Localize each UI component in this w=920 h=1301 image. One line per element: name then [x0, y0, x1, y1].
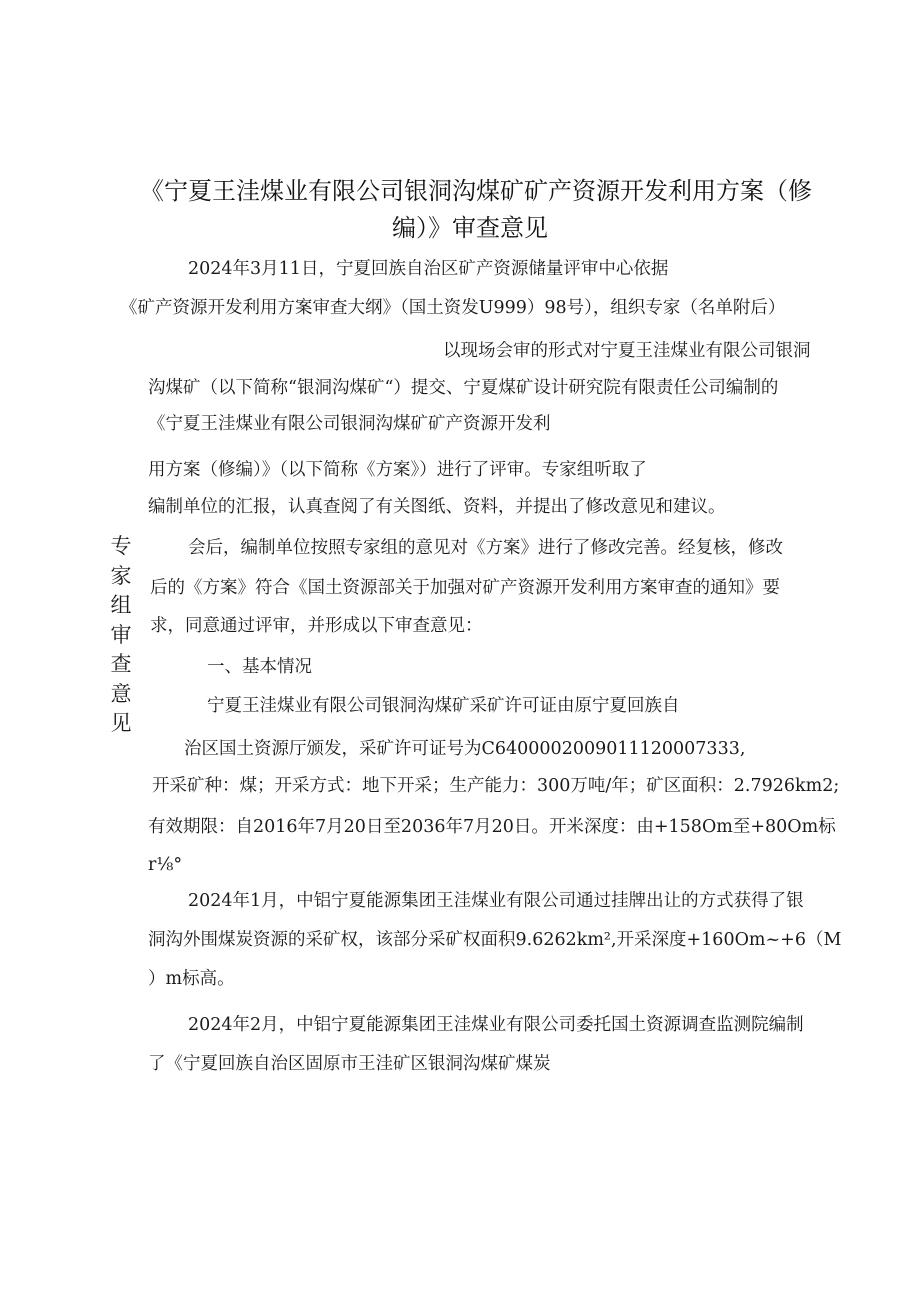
side-label-char: 审	[110, 622, 132, 647]
paragraph-line: 《矿产资源开发利用方案审查大纲》（国土资发U999）98号），组织专家（名单附后）	[120, 298, 786, 318]
paragraph-line: 洞沟外围煤炭资源的采矿权，该部分采矿权面积9.6262km²,开采深度+160Om~+6（M	[148, 930, 842, 950]
paragraph-line: 以现场会审的形式对宁夏王洼煤业有限公司银洞	[443, 341, 811, 361]
paragraph-line: 会后，编制单位按照专家组的意见对《方案》进行了修改完善。经复核，修改	[188, 538, 783, 558]
side-label-char: 查	[110, 652, 132, 676]
side-label-char: 见	[110, 711, 132, 735]
paragraph-line: 治区国土资源厅颁发，采矿许可证号为C6400002009011120007333,	[184, 739, 746, 759]
side-label-char: 专	[110, 534, 132, 558]
side-label-char: 组	[110, 593, 132, 617]
paragraph-line: r⅛°	[148, 855, 183, 875]
side-label-expert-review-opinion	[108, 532, 134, 739]
paragraph-line: 后的《方案》符合《国土资源部关于加强对矿产资源开发利用方案审查的通知》要	[150, 578, 780, 598]
paragraph-line: ）m标高。	[148, 969, 235, 989]
side-label-char: 家	[110, 563, 132, 588]
section-heading: 一、基本情况	[207, 657, 312, 677]
paragraph-line: 求，同意通过评审，并形成以下审查意见：	[150, 616, 483, 636]
paragraph-line: 2024年1月，中铝宁夏能源集团王洼煤业有限公司通过挂牌出让的方式获得了银	[188, 891, 804, 911]
document-title-line-1: 《宁夏王洼煤业有限公司银洞沟煤矿矿产资源开发利用方案（修	[140, 177, 812, 205]
paragraph-line: 宁夏王洼煤业有限公司银洞沟煤矿采矿许可证由原宁夏回族自	[207, 696, 680, 716]
paragraph-line: 2024年2月，中铝宁夏能源集团王洼煤业有限公司委托国土资源调查监测院编制	[188, 1015, 804, 1035]
paragraph-line: 了《宁夏回族自治区固原市王洼矿区银洞沟煤矿煤炭	[148, 1054, 551, 1074]
side-label-char: 意	[110, 681, 132, 706]
paragraph-line: 有效期限：自2016年7月20日至2036年7月20日。开米深度：由+158Om至+80Om标	[148, 817, 836, 837]
paragraph-line: 用方案（修编）》（以下简称《方案》）进行了评审。专家组听取了	[148, 460, 647, 480]
paragraph-line: 2024年3月11日，宁夏回族自治区矿产资源储量评审中心依据	[188, 259, 669, 279]
paragraph-line: 《宁夏王洼煤业有限公司银洞沟煤矿矿产资源开发利	[148, 414, 551, 434]
document-title-line-2: 编）》审查意见	[392, 214, 548, 242]
paragraph-line: 开采矿种：煤；开采方式：地下开采；生产能力：300万吨/年；矿区面积：2.7926km2;	[152, 776, 840, 796]
paragraph-line: 编制单位的汇报，认真查阅了有关图纸、资料，并提出了修改意见和建议。	[148, 497, 726, 517]
paragraph-line: 沟煤矿（以下简称“银洞沟煤矿“）提交、宁夏煤矿设计研究院有限责任公司编制的	[148, 378, 779, 398]
